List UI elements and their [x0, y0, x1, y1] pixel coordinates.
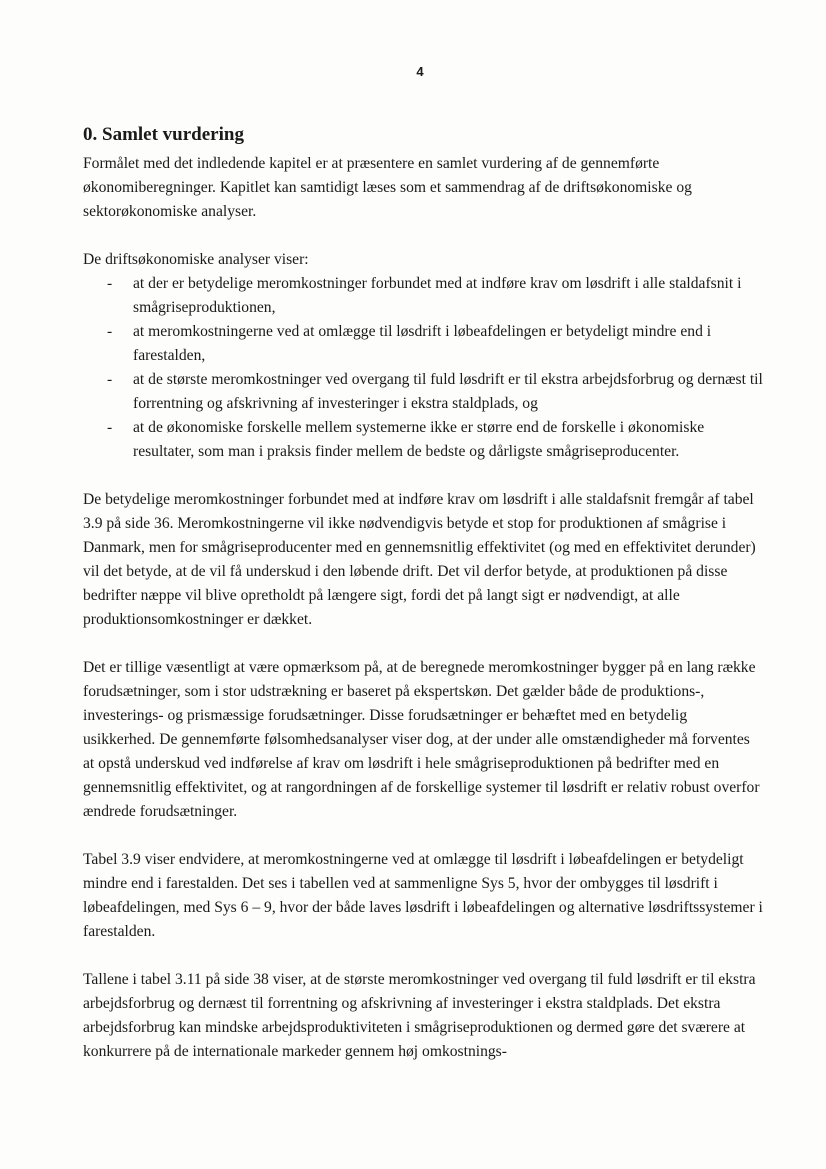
list-item	[83, 416, 763, 464]
findings-list	[83, 272, 763, 464]
section-heading: 0. Samlet vurdering	[83, 124, 244, 145]
list-intro: De driftsøkonomiske analyser viser:	[83, 251, 309, 268]
list-item	[83, 320, 763, 368]
body-paragraph: Det er tillige væsentligt at være opmærksom på, at de beregnede meromkostninger bygger på en lang række forudsætninger, som i stor udstrækning er baseret på ekspertskøn. Det gælder både de produktions-, investerings- og prismæssige forudsætninger. Disse forudsætninger er behæftet med en betydelig usikkerhed. De gennemførte følsomhedsanalyser viser dog, at der under alle omstændigheder må forventes at opstå underskud ved indførelse af krav om løsdrift i hele smågriseproduktionen på bedrifter med en gennemsnitlig effektivitet, og at rangordningen af de forskellige systemer til løsdrift er relativ robust overfor ændrede forudsætninger.	[83, 659, 760, 820]
dash-marker: -	[107, 275, 113, 292]
page-content	[83, 122, 763, 1064]
body-paragraph: Tallene i tabel 3.11 på side 38 viser, at de største meromkostninger ved overgang til fuld løsdrift er til ekstra arbejdsforbrug og dernæst til forrentning og afskrivning af investeringer i ekstra staldplads. Det ekstra arbejdsforbrug kan mindske arbejdsproduktiviteten i smågriseproduktionen og dermed gøre det sværere at konkurrere på de internationale markeder gennem høj omkostnings-	[83, 971, 756, 1060]
dash-marker: -	[107, 419, 113, 436]
list-item-text: at der er betydelige meromkostninger forbundet med at indføre krav om løsdrift i alle staldafsnit i smågriseproduktionen,	[133, 275, 742, 316]
dash-marker: -	[107, 371, 113, 388]
list-item-text: at meromkostningerne ved at omlægge til løsdrift i løbeafdelingen er betydeligt mindre end i farestalden,	[133, 323, 712, 364]
body-paragraph: De betydelige meromkostninger forbundet med at indføre krav om løsdrift i alle staldafsnit fremgår af tabel 3.9 på side 36. Meromkostningerne vil ikke nødvendigvis betyde et stop for produktionen af smågrise i Danmark, men for smågriseproducenter med en gennemsnitlig effektivitet (og med en effektivitet derunder) vil det betyde, at de vil få underskud i den løbende drift. Det vil derfor betyde, at produktionen på disse bedrifter næppe vil blive opretholdt på længere sigt, fordi det på langt sigt er nødvendigt, at alle produktionsomkostninger er dækket.	[83, 491, 756, 628]
page-number: 4	[416, 64, 424, 79]
dash-marker: -	[107, 323, 113, 340]
list-item-text: at de største meromkostninger ved overgang til fuld løsdrift er til ekstra arbejdsforbrug og dernæst til forrentning og afskrivning af investeringer i ekstra staldplads, og	[133, 371, 763, 412]
body-paragraph: Tabel 3.9 viser endvidere, at meromkostningerne ved at omlægge til løsdrift i løbeafdelingen er betydeligt mindre end i farestalden. Det ses i tabellen ved at sammenligne Sys 5, hvor der ombygges til løsdrift i løbeafdelingen, med Sys 6 – 9, hvor der både laves løsdrift i løbeafdelingen og alternative løsdriftssystemer i farestalden.	[83, 851, 763, 940]
list-item-text: at de økonomiske forskelle mellem systemerne ikke er større end de forskelle i økonomiske resultater, som man i praksis finder mellem de bedste og dårligste smågriseproducenter.	[133, 419, 705, 460]
list-item	[83, 272, 763, 320]
intro-paragraph: Formålet med det indledende kapitel er at præsentere en samlet vurdering af de gennemførte økonomiberegninger. Kapitlet kan samtidigt læses som et sammendrag af de driftsøkonomiske og sektorøkonomiske analyser.	[83, 155, 692, 220]
list-item	[83, 368, 763, 416]
